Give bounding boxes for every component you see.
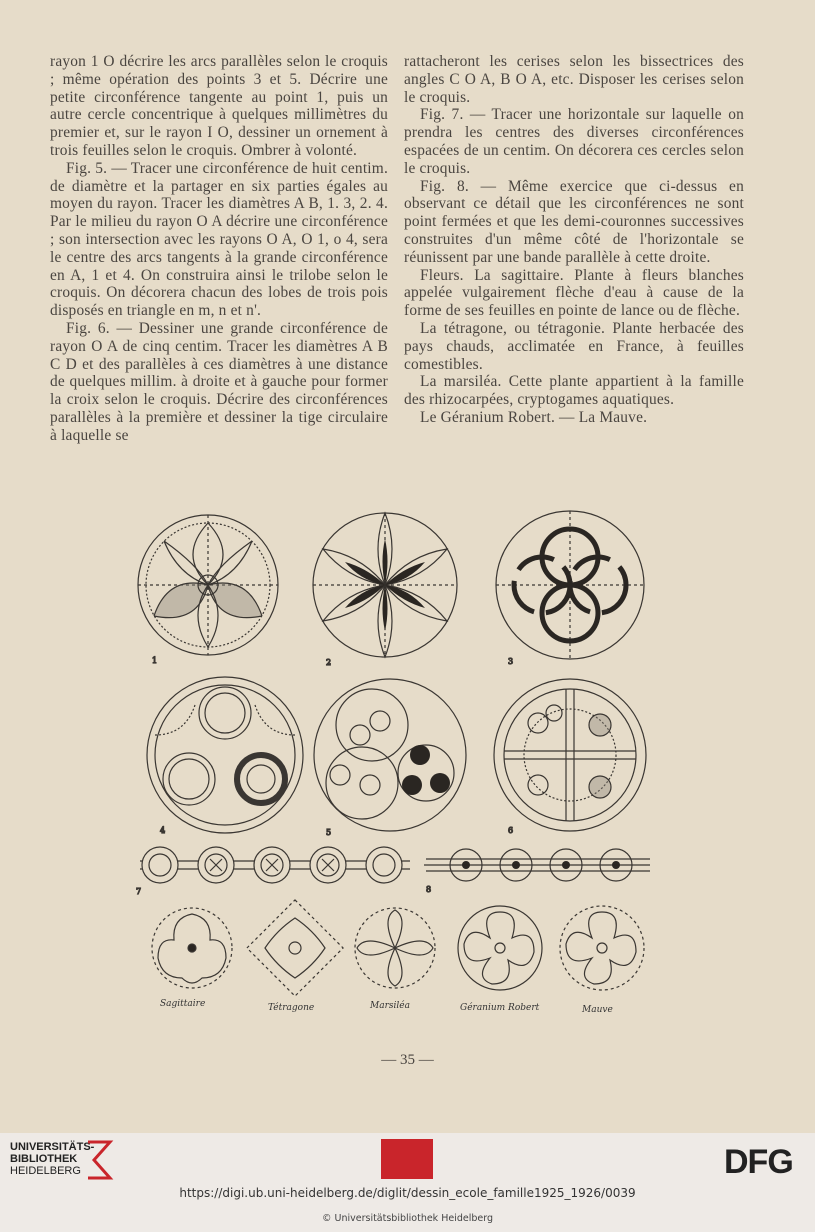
figure-4-trefoil: [147, 677, 303, 833]
figure-7-chain: [140, 847, 410, 883]
ornament-figures: [130, 500, 690, 1020]
left-text-column: [50, 53, 388, 445]
flower-sagittaire: [152, 908, 232, 988]
permalink-url[interactable]: https://digi.ub.uni-heidelberg.de/diglit/dessin_ecole_famille1925_1926/0039: [179, 1186, 636, 1200]
project-logo-icon[interactable]: [381, 1139, 433, 1179]
figure-5-trilobe: [314, 679, 466, 831]
paragraph: Le Géranium Robert. — La Mauve.: [420, 408, 648, 426]
library-logo[interactable]: [10, 1141, 94, 1177]
caption-mauve: Mauve: [582, 1005, 613, 1015]
paragraph: Fig. 5. — Tracer une circonférence de huit centim. de diamètre et la partager en six parties égales au moyen du rayon. Tracer les diamètres A B, 1. 3, 2. 4. Par le milieu du rayon O A décrire une circonférence ; son intersection avec les rayons O A, O 1, o 4, sera le centre des arcs tangents à la grande circonférence en A, 1 et 4. On construira ainsi le trilobe selon le croquis. On décorera chacun des lobes de trois pois disposés en triangle en m, n et n'.: [50, 159, 388, 320]
right-text-column: [404, 53, 744, 427]
paragraph: Fig. 8. — Même exercice que ci-dessus en observant ce détail que les circonférences ne sont point fermées et que les demi-couronnes successives construites d'un même côté de l'horizontale se réunissent par une bande parallèle à cette droite.: [404, 177, 744, 266]
paragraph: rayon 1 O décrire les arcs parallèles selon le croquis ; même opération des points 3 et 5. Décrire une petite circonférence tangente au point 1, puis un autre cercle concentrique à quelques millimètres du premier et, sur le rayon I O, dessiner un ornement à trois feuilles selon le croquis. Ombrer à volonté.: [50, 53, 388, 159]
page-number: — 35 —: [381, 1052, 434, 1068]
paragraph: La marsiléa. Cette plante appartient à la famille des rhizocarpées, cryptogames aquatiques.: [404, 373, 744, 409]
paragraph: Fig. 7. — Tracer une horizontale sur laquelle on prendra les centres des diverses circonférences espacées de un centim. On décorera ces cercles selon le croquis.: [404, 106, 744, 177]
paragraph: rattacheront les cerises selon les bissectrices des angles C O A, B O A, etc. Disposer les cerises selon le croquis.: [404, 53, 744, 106]
figure-3-number: 3: [508, 657, 514, 666]
paragraph: Fig. 6. — Dessiner une grande circonférence de rayon O A de cinq centim. Tracer les diamètres A B C D et des parallèles à ces diamètres à une distance de quelques millim. à droite et à gauche pour former la croix selon le croquis. Décrire des circonférences parallèles à la première et dessiner la tige circulaire à laquelle se: [50, 319, 388, 444]
figure-3-rings: [496, 511, 644, 659]
paragraph: La tétragone, ou tétragonie. Plante herbacée des pays chauds, acclimatée en France, à feuilles comestibles.: [404, 319, 744, 373]
paragraph: Fleurs. La sagittaire. Plante à fleurs blanches appelée vulgairement flèche d'eau à cause de la forme de ses feuilles en pointe de lance ou de flèche.: [404, 266, 744, 320]
figure-2-number: 2: [326, 658, 332, 667]
library-name-line1: UNIVERSITÄTS-: [10, 1141, 95, 1153]
caption-geranium: Géranium Robert: [460, 1003, 540, 1013]
figure-6-number: 6: [508, 826, 514, 835]
figure-7-number: 7: [136, 887, 142, 896]
figure-4-number: 4: [160, 826, 166, 835]
flower-mauve: [560, 906, 644, 990]
caption-sagittaire: Sagittaire: [160, 999, 206, 1009]
flower-marsilea: [355, 908, 435, 988]
figure-2-star: [313, 513, 457, 657]
figure-8-band: [424, 849, 650, 881]
figure-1-rosette: [138, 515, 278, 655]
dfg-logo[interactable]: DFG: [724, 1143, 793, 1181]
caption-tetragone: Tétragone: [268, 1003, 315, 1013]
figure-8-number: 8: [426, 885, 432, 894]
library-name-line3: HEIDELBERG: [10, 1165, 81, 1177]
library-logo-mark-icon: [84, 1138, 114, 1182]
copyright-notice: © Universitätsbibliothek Heidelberg: [321, 1213, 493, 1224]
flower-tetragone: [247, 900, 343, 996]
flower-geranium: [458, 906, 542, 990]
figure-1-number: 1: [152, 656, 158, 665]
library-name-line2: BIBLIOTHEK: [10, 1153, 78, 1165]
figure-5-number: 5: [326, 828, 332, 837]
figure-6-cross: [494, 679, 646, 831]
caption-marsilea: Marsiléa: [370, 1001, 410, 1011]
